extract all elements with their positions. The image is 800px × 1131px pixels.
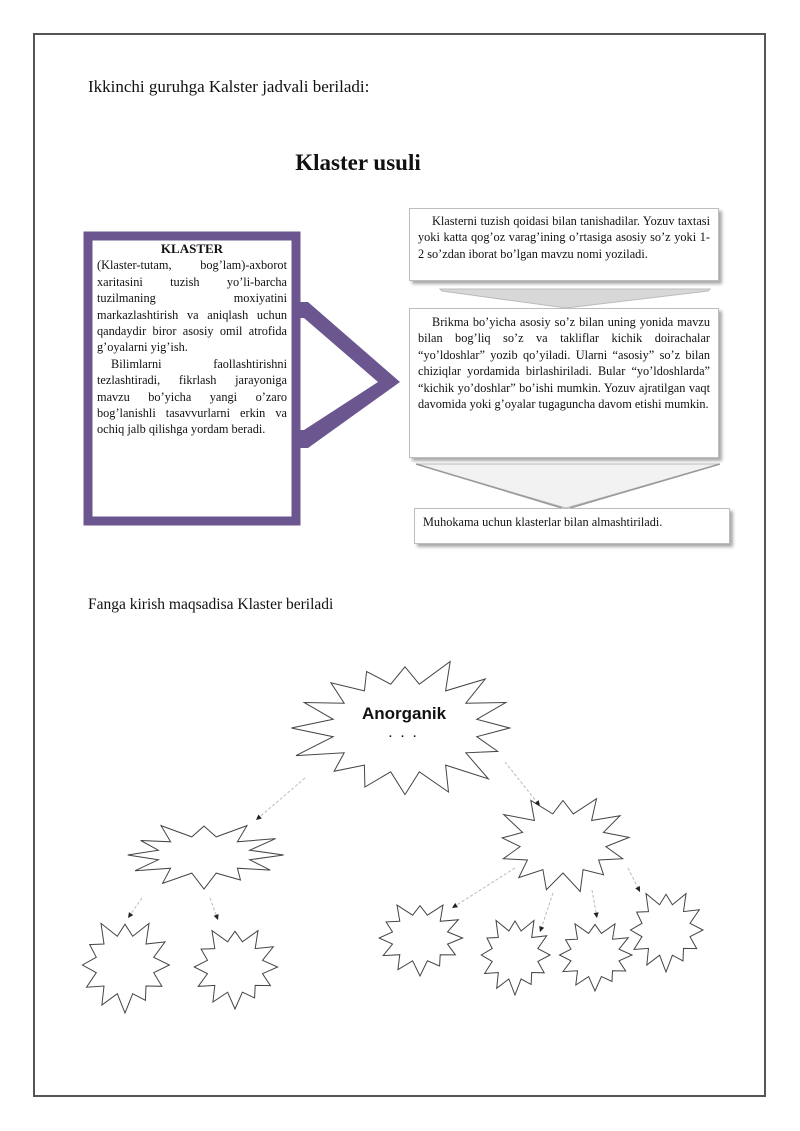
- link-rightmid-2-head: [539, 926, 544, 932]
- left-small-star-1: [82, 923, 169, 1013]
- left-small-star-2: [194, 931, 277, 1009]
- right-small-star-3: [560, 924, 633, 991]
- step-box-1: Klasterni tuzish qoidasi bilan tanishadilar. Yozuv taxtasi yoki katta qog’oz varag’ining o’rtasiga asosiy so’z yoki 1-2 so’zdan iborat bo’lgan mavzu nomi yoziladi.: [409, 208, 719, 281]
- link-rightmid-3-head: [593, 912, 598, 918]
- chevron-arrow-1: [440, 289, 710, 308]
- cluster-center-suffix: . . .: [388, 728, 420, 740]
- link-center-right: [505, 762, 540, 806]
- right-small-star-4: [631, 894, 704, 972]
- chevron-arrow-2: [416, 464, 720, 508]
- cluster-center-label: Anorganik: [361, 704, 447, 723]
- step-box-3: Muhokama uchun klasterlar bilan almashtiriladi.: [414, 508, 730, 544]
- step-box-2: Brikma bo’yicha asosiy so’z bilan uning yonida mavzu bilan bog’liq so’z va takliflar kichik doirachalar “yo’ldoshlar” yozib qo’yiladi. Ularni “asosiy” so’z bilan chiziqlar yordamida birlashiriladi. Bular “yo’ldoshlarda” “kichik yo’doshlar” bo’ishi mumkin. Yozuv ajratilgan vaqt davomida yoki g’oyalar tugaguncha davom etishi mumkin.: [409, 308, 719, 458]
- link-leftmid-left-head: [128, 912, 133, 918]
- klaster-paragraph-1: (Klaster-tutam, bog’lam)-axborot xaritasini tuzish yo’li-barcha tuzilmaning moxiyatini markazlashtirish va aniqlash uchun qandaydir biror asosiy omil atrofida g’oyalarni yig’ish.: [97, 258, 287, 355]
- right-mid-star: [502, 799, 629, 892]
- cluster-intro-text: Fanga kirish maqsadisa Klaster beriladi: [88, 596, 334, 613]
- link-rightmid-2: [540, 893, 553, 932]
- intro-text: Ikkinchi guruhga Kalster jadvali beriladi:: [88, 77, 370, 96]
- klaster-paragraph-2: Bilimlarni faollashtirishni tezlashtiradi, fikrlash jarayoniga mavzu bo’yicha yangi o’zaro bog’lanishli tasavvurlarni erkin va ochiq jalb qilishga yordam beradi.: [97, 356, 287, 437]
- klaster-definition: [97, 241, 287, 438]
- right-small-star-1: [379, 905, 462, 976]
- link-center-left: [256, 778, 305, 820]
- page-title: Klaster usuli: [295, 150, 421, 175]
- left-mid-star: [128, 826, 284, 889]
- link-rightmid-1: [452, 868, 515, 908]
- klaster-arrow: [296, 302, 400, 448]
- link-rightmid-1-head: [452, 903, 458, 908]
- klaster-heading: KLASTER: [160, 241, 224, 256]
- link-leftmid-right-head: [214, 914, 219, 920]
